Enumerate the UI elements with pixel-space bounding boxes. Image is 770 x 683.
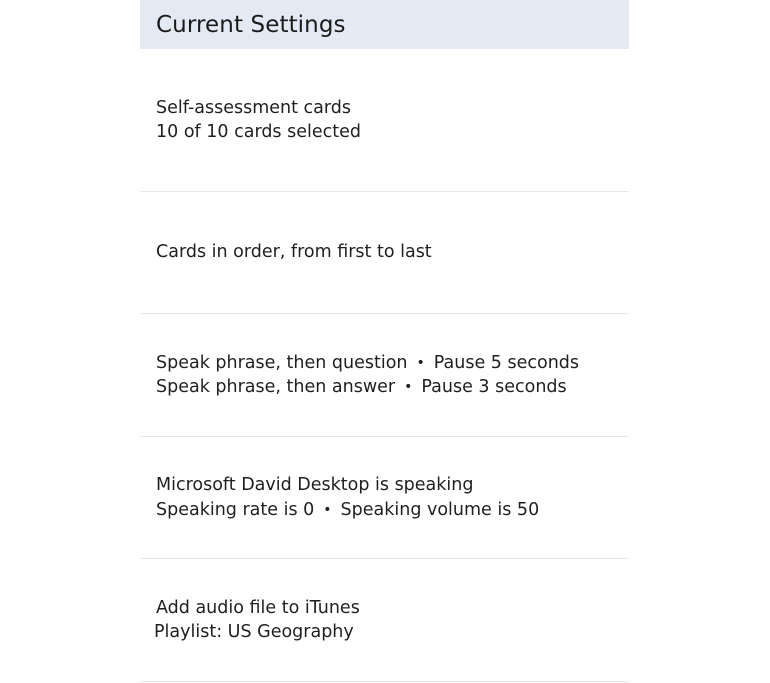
speaking-rate-text: Speaking rate is 0	[156, 499, 315, 520]
answer-speech-setting	[156, 375, 629, 400]
voice-name-label: Microsoft David Desktop is speaking	[156, 475, 474, 495]
itunes-export-section[interactable]	[140, 559, 629, 682]
speech-options-section[interactable]	[140, 314, 629, 437]
settings-header	[140, 0, 629, 49]
separator-dot: •	[404, 379, 413, 395]
cards-selected-count: 10 of 10 cards selected	[156, 122, 361, 142]
answer-pause-text: Pause 3 seconds	[421, 377, 567, 397]
itunes-export-label: Add audio file to iTunes	[156, 597, 360, 618]
card-order-section[interactable]	[140, 192, 629, 314]
question-speech-setting	[156, 351, 629, 376]
card-order-label: Cards in order, from first to last	[156, 242, 432, 263]
question-phrase-text: Speak phrase, then question	[156, 352, 408, 373]
cards-selection-section[interactable]	[140, 49, 629, 192]
separator-dot: •	[323, 501, 332, 518]
separator-dot: •	[416, 354, 425, 371]
speaking-volume-text: Speaking volume is 50	[340, 499, 540, 520]
voice-rate-volume	[156, 498, 629, 523]
itunes-playlist-label: Playlist: US Geography	[154, 622, 354, 642]
page-title: Current Settings	[156, 11, 346, 38]
current-settings-panel	[140, 0, 629, 682]
cards-type-label: Self-assessment cards	[156, 97, 352, 118]
voice-settings-section[interactable]	[140, 437, 629, 559]
question-pause-text: Pause 5 seconds	[433, 352, 580, 373]
answer-phrase-text: Speak phrase, then answer	[156, 377, 396, 397]
